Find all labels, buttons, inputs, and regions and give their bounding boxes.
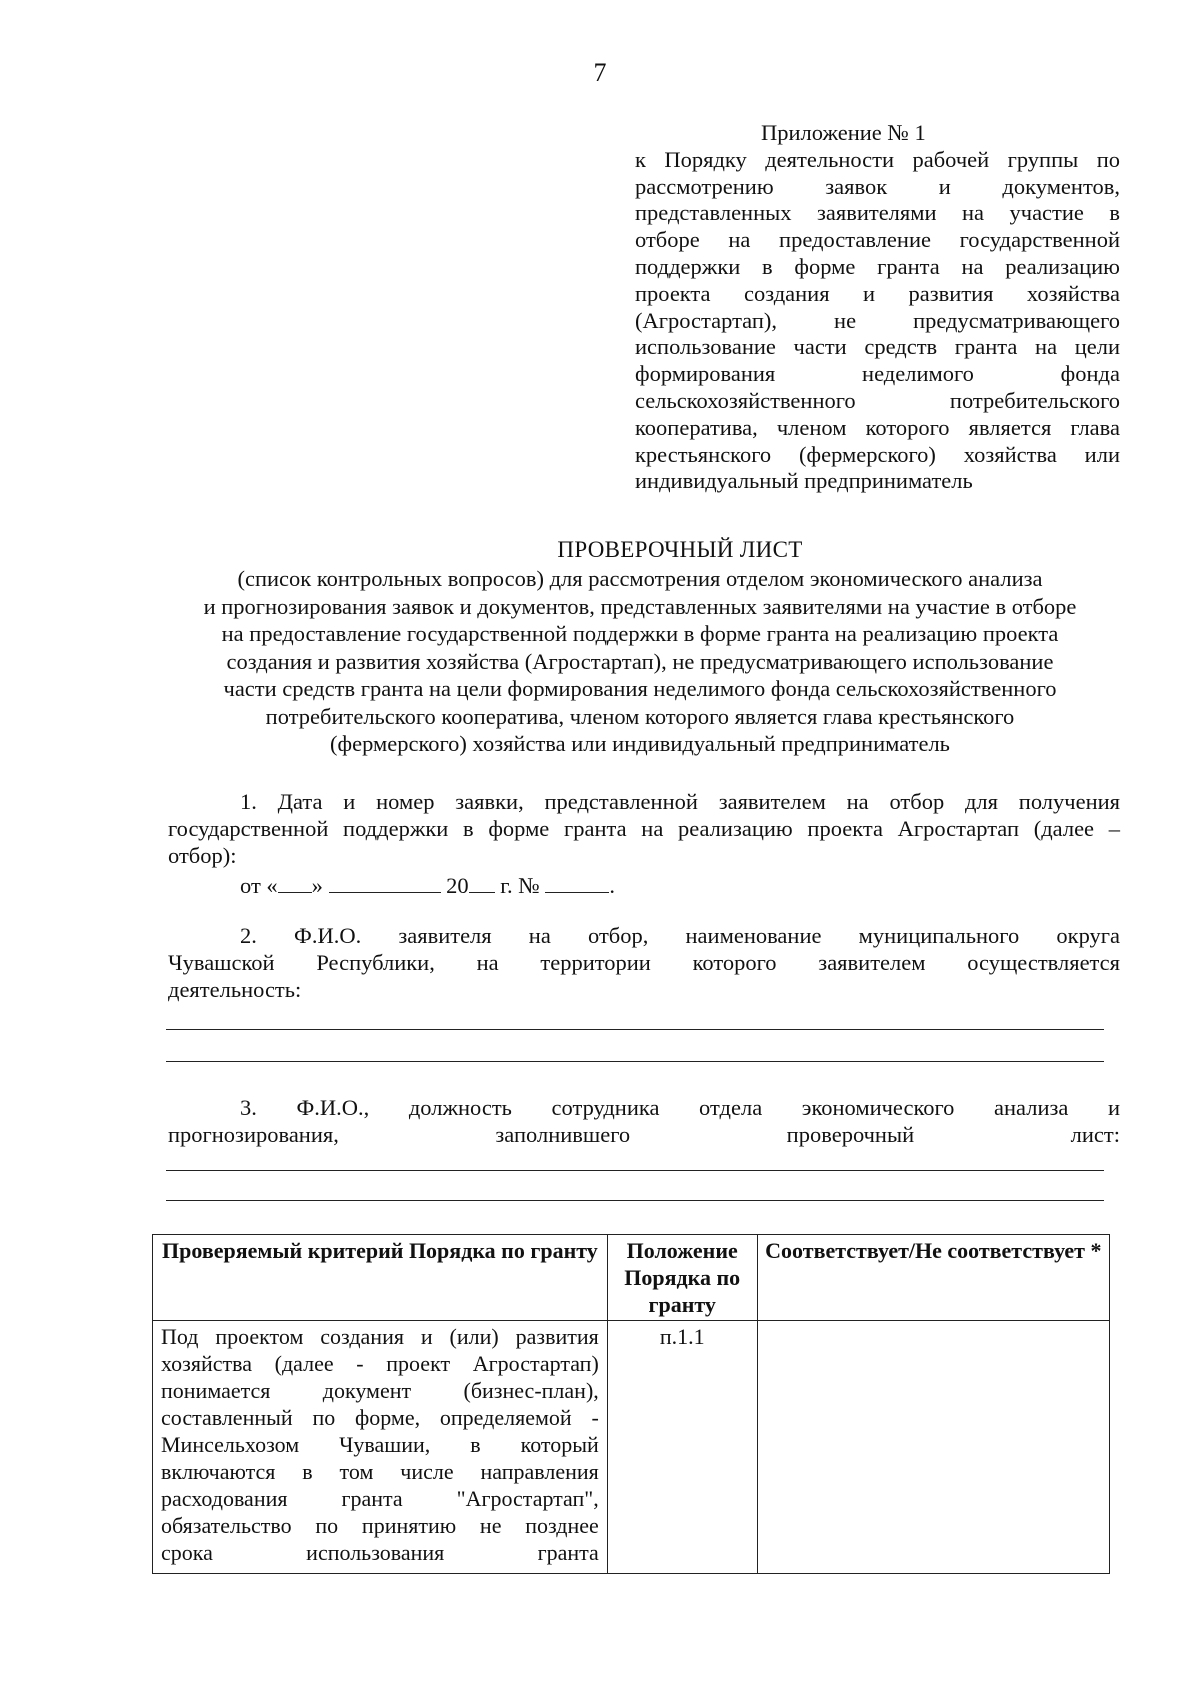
table-header-row — [153, 1235, 1110, 1321]
appendix-line: (Агростартап), не предусматривающего — [635, 307, 1120, 333]
document-heading: ПРОВЕРОЧНЫЙ ЛИСТ — [557, 537, 803, 562]
appendix-title: Приложение № 1 — [761, 120, 926, 145]
item3-paragraph — [168, 1094, 1120, 1148]
criterion-cell — [153, 1321, 608, 1574]
subtitle-line: и прогнозирования заявок и документов, представленных заявителями на участие в отборе — [203, 593, 1077, 619]
criterion-line: Минсельхозом Чувашии, в который — [161, 1432, 599, 1457]
subtitle-line: создания и развития хозяйства (Агростартап), не предусматривающего использование — [226, 648, 1054, 674]
item1-line: отбор): — [168, 843, 237, 868]
item3-line: 3. Ф.И.О., должность сотрудника отдела экономического анализа и — [240, 1095, 1120, 1120]
table-row — [153, 1321, 1110, 1574]
criterion-line: срока использования гранта — [161, 1540, 599, 1565]
year-blank[interactable] — [469, 872, 495, 893]
appendix-line: индивидуальный предприниматель — [635, 468, 973, 494]
criterion-line: Под проектом создания и (или) развития — [161, 1324, 599, 1349]
criterion-line: включаются в том числе направления — [161, 1459, 599, 1484]
item2-line: Чувашской Республики, на территории которого заявителем осуществляется — [168, 950, 1120, 975]
subtitle-line: на предоставление государственной поддержки в форме гранта на реализацию проекта — [221, 621, 1059, 646]
day-blank[interactable] — [278, 872, 312, 893]
document-subtitle — [160, 565, 1120, 758]
appendix-block — [635, 120, 1120, 495]
subtitle-line: потребительского кооператива, членом которого является глава крестьянского — [265, 703, 1015, 729]
subtitle-line: части средств гранта на цели формирования неделимого фонда сельскохозяйственного — [223, 676, 1057, 701]
appendix-line: использование части средств гранта на цели — [635, 334, 1120, 360]
item1-paragraph — [168, 788, 1120, 899]
employee-entry-line[interactable] — [166, 1170, 1104, 1171]
month-blank[interactable] — [329, 872, 441, 893]
header-clause: Положение Порядка по гранту — [607, 1235, 757, 1321]
criterion-line: расходования гранта "Агростартап", — [161, 1486, 599, 1511]
criterion-line: обязательство по принятию не позднее — [161, 1513, 599, 1538]
appendix-line: поддержки в форме гранта на реализацию — [635, 253, 1120, 279]
header-compliance: Соответствует/Не соответствует * — [757, 1235, 1109, 1321]
criterion-line: составленный по форме, определяемой - — [161, 1405, 599, 1430]
item3-line: прогнозирования, заполнившего проверочный лист: — [168, 1122, 1120, 1147]
employee-entry-line[interactable] — [166, 1200, 1104, 1201]
item2-paragraph — [168, 922, 1120, 1003]
criterion-line: хозяйства (далее - проект Агростартап) — [161, 1351, 599, 1376]
appendix-line: крестьянского (фермерского) хозяйства или — [635, 441, 1120, 467]
date-number-line: от « » 20 г. № . — [240, 873, 615, 898]
appendix-line: к Порядку деятельности рабочей группы по — [635, 146, 1120, 172]
item1-line: государственной поддержки в форме гранта на реализацию проекта Агростартап (далее – — [168, 816, 1120, 841]
appendix-line: кооператива, членом которого является глава — [635, 414, 1120, 440]
number-blank[interactable] — [545, 872, 609, 893]
appendix-line: формирования неделимого фонда — [635, 361, 1120, 387]
subtitle-line: (фермерского) хозяйства или индивидуальный предприниматель — [330, 731, 950, 756]
subtitle-line: (список контрольных вопросов) для рассмотрения отделом экономического анализа — [237, 566, 1043, 591]
appendix-line: рассмотрению заявок и документов, — [635, 173, 1120, 199]
appendix-line: представленных заявителями на участие в — [635, 200, 1120, 226]
criterion-line: понимается документ (бизнес-план), — [161, 1378, 599, 1403]
page-number: 7 — [593, 58, 607, 87]
header-criterion: Проверяемый критерий Порядка по гранту — [153, 1235, 608, 1321]
compliance-cell[interactable] — [757, 1321, 1109, 1574]
item2-line: 2. Ф.И.О. заявителя на отбор, наименование муниципального округа — [240, 923, 1120, 948]
item1-line: 1. Дата и номер заявки, представленной заявителем на отбор для получения — [240, 789, 1120, 814]
criteria-table — [152, 1234, 1110, 1574]
clause-cell: п.1.1 — [607, 1321, 757, 1574]
applicant-entry-line[interactable] — [166, 1029, 1104, 1030]
applicant-entry-line[interactable] — [166, 1061, 1104, 1062]
appendix-line: проекта создания и развития хозяйства — [635, 280, 1120, 306]
item2-line: деятельность: — [168, 977, 302, 1002]
appendix-line: сельскохозяйственного потребительского — [635, 387, 1120, 413]
appendix-line: отборе на предоставление государственной — [635, 227, 1120, 253]
